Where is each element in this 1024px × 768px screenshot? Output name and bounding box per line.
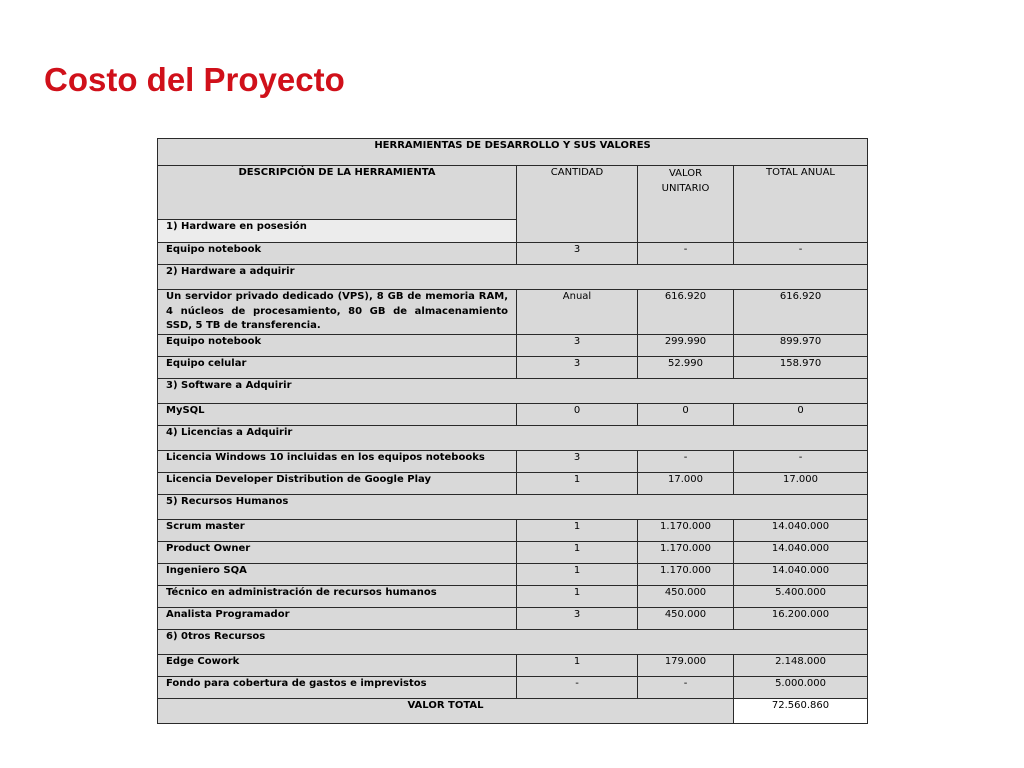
cell-unit-value: - <box>638 450 734 472</box>
table-row <box>158 334 868 356</box>
cell-quantity: 3 <box>517 243 638 265</box>
cell-annual-total: 14.040.000 <box>734 541 868 563</box>
section-label: 1) Hardware en posesión <box>158 220 517 243</box>
cell-unit-value: 299.990 <box>638 334 734 356</box>
cell-unit-value: 179.000 <box>638 654 734 676</box>
cell-unit-value: 52.990 <box>638 356 734 378</box>
header-unit-value <box>638 166 734 243</box>
cell-quantity: 1 <box>517 472 638 494</box>
table-row <box>158 450 868 472</box>
cell-annual-total: 158.970 <box>734 356 868 378</box>
section-row <box>158 378 868 403</box>
cell-quantity: 0 <box>517 403 638 425</box>
cell-unit-value: 1.170.000 <box>638 541 734 563</box>
cell-annual-total: 5.000.000 <box>734 676 868 698</box>
cell-unit-value: 0 <box>638 403 734 425</box>
table-row <box>158 563 868 585</box>
cell-description: Fondo para cobertura de gastos e imprevistos <box>158 676 517 698</box>
table-row <box>158 356 868 378</box>
cell-description: Edge Cowork <box>158 654 517 676</box>
total-label: VALOR TOTAL <box>158 698 734 723</box>
cell-quantity: 3 <box>517 334 638 356</box>
table-row <box>158 676 868 698</box>
cell-description: Equipo notebook <box>158 243 517 265</box>
section-label: 6) 0tros Recursos <box>158 629 868 654</box>
cell-unit-value: 1.170.000 <box>638 563 734 585</box>
section-label: 2) Hardware a adquirir <box>158 265 868 290</box>
cell-description: Analista Programador <box>158 607 517 629</box>
cell-annual-total: 17.000 <box>734 472 868 494</box>
cell-quantity: 1 <box>517 563 638 585</box>
table-row <box>158 541 868 563</box>
cell-quantity: 3 <box>517 450 638 472</box>
table-row <box>158 243 868 265</box>
section-row <box>158 629 868 654</box>
cell-unit-value: 616.920 <box>638 290 734 335</box>
header-unit-value-label: VALOR UNITARIO <box>661 168 710 194</box>
cell-description: Un servidor privado dedicado (VPS), 8 GB de memoria RAM, 4 núcleos de procesamiento, 80 GB de almacenamiento SSD, 5 TB de transferencia. <box>158 290 517 335</box>
total-value: 72.560.860 <box>734 698 868 723</box>
cell-description: Scrum master <box>158 519 517 541</box>
table-row <box>158 519 868 541</box>
cell-annual-total: - <box>734 243 868 265</box>
cell-unit-value: 450.000 <box>638 607 734 629</box>
page-title: Costo del Proyecto <box>44 61 345 98</box>
cell-annual-total: 2.148.000 <box>734 654 868 676</box>
table-header-row <box>158 166 868 220</box>
cell-description: Equipo celular <box>158 356 517 378</box>
cell-annual-total: 14.040.000 <box>734 519 868 541</box>
table-row <box>158 290 868 335</box>
cell-unit-value: 1.170.000 <box>638 519 734 541</box>
cell-quantity: 1 <box>517 519 638 541</box>
cell-description: MySQL <box>158 403 517 425</box>
cell-quantity: 3 <box>517 607 638 629</box>
cell-annual-total: - <box>734 450 868 472</box>
cell-quantity: 1 <box>517 654 638 676</box>
cell-quantity: - <box>517 676 638 698</box>
cell-annual-total: 16.200.000 <box>734 607 868 629</box>
cell-description: Licencia Windows 10 incluidas en los equipos notebooks <box>158 450 517 472</box>
cell-description: Equipo notebook <box>158 334 517 356</box>
cell-quantity: Anual <box>517 290 638 335</box>
table-caption: HERRAMIENTAS DE DESARROLLO Y SUS VALORES <box>158 139 868 166</box>
section-label: 3) Software a Adquirir <box>158 378 868 403</box>
header-annual-total: TOTAL ANUAL <box>734 166 868 243</box>
cell-quantity: 1 <box>517 585 638 607</box>
cell-annual-total: 0 <box>734 403 868 425</box>
cell-unit-value: 450.000 <box>638 585 734 607</box>
cell-unit-value: - <box>638 676 734 698</box>
cell-quantity: 1 <box>517 541 638 563</box>
header-quantity: CANTIDAD <box>517 166 638 243</box>
total-row <box>158 698 868 723</box>
cell-unit-value: - <box>638 243 734 265</box>
cell-quantity: 3 <box>517 356 638 378</box>
section-row <box>158 494 868 519</box>
section-row <box>158 425 868 450</box>
header-description: DESCRIPCIÓN DE LA HERRAMIENTA <box>158 166 517 220</box>
section-row <box>158 265 868 290</box>
cell-unit-value: 17.000 <box>638 472 734 494</box>
table-row <box>158 585 868 607</box>
table-caption-row <box>158 139 868 166</box>
table-row <box>158 607 868 629</box>
table-row <box>158 654 868 676</box>
section-label: 4) Licencias a Adquirir <box>158 425 868 450</box>
cell-description: Ingeniero SQA <box>158 563 517 585</box>
cell-annual-total: 616.920 <box>734 290 868 335</box>
cell-description: Técnico en administración de recursos humanos <box>158 585 517 607</box>
cell-annual-total: 899.970 <box>734 334 868 356</box>
section-label: 5) Recursos Humanos <box>158 494 868 519</box>
table-row <box>158 403 868 425</box>
cost-table <box>157 138 868 724</box>
cell-annual-total: 5.400.000 <box>734 585 868 607</box>
cell-description: Product Owner <box>158 541 517 563</box>
cell-annual-total: 14.040.000 <box>734 563 868 585</box>
table-row <box>158 472 868 494</box>
cell-description: Licencia Developer Distribution de Google Play <box>158 472 517 494</box>
